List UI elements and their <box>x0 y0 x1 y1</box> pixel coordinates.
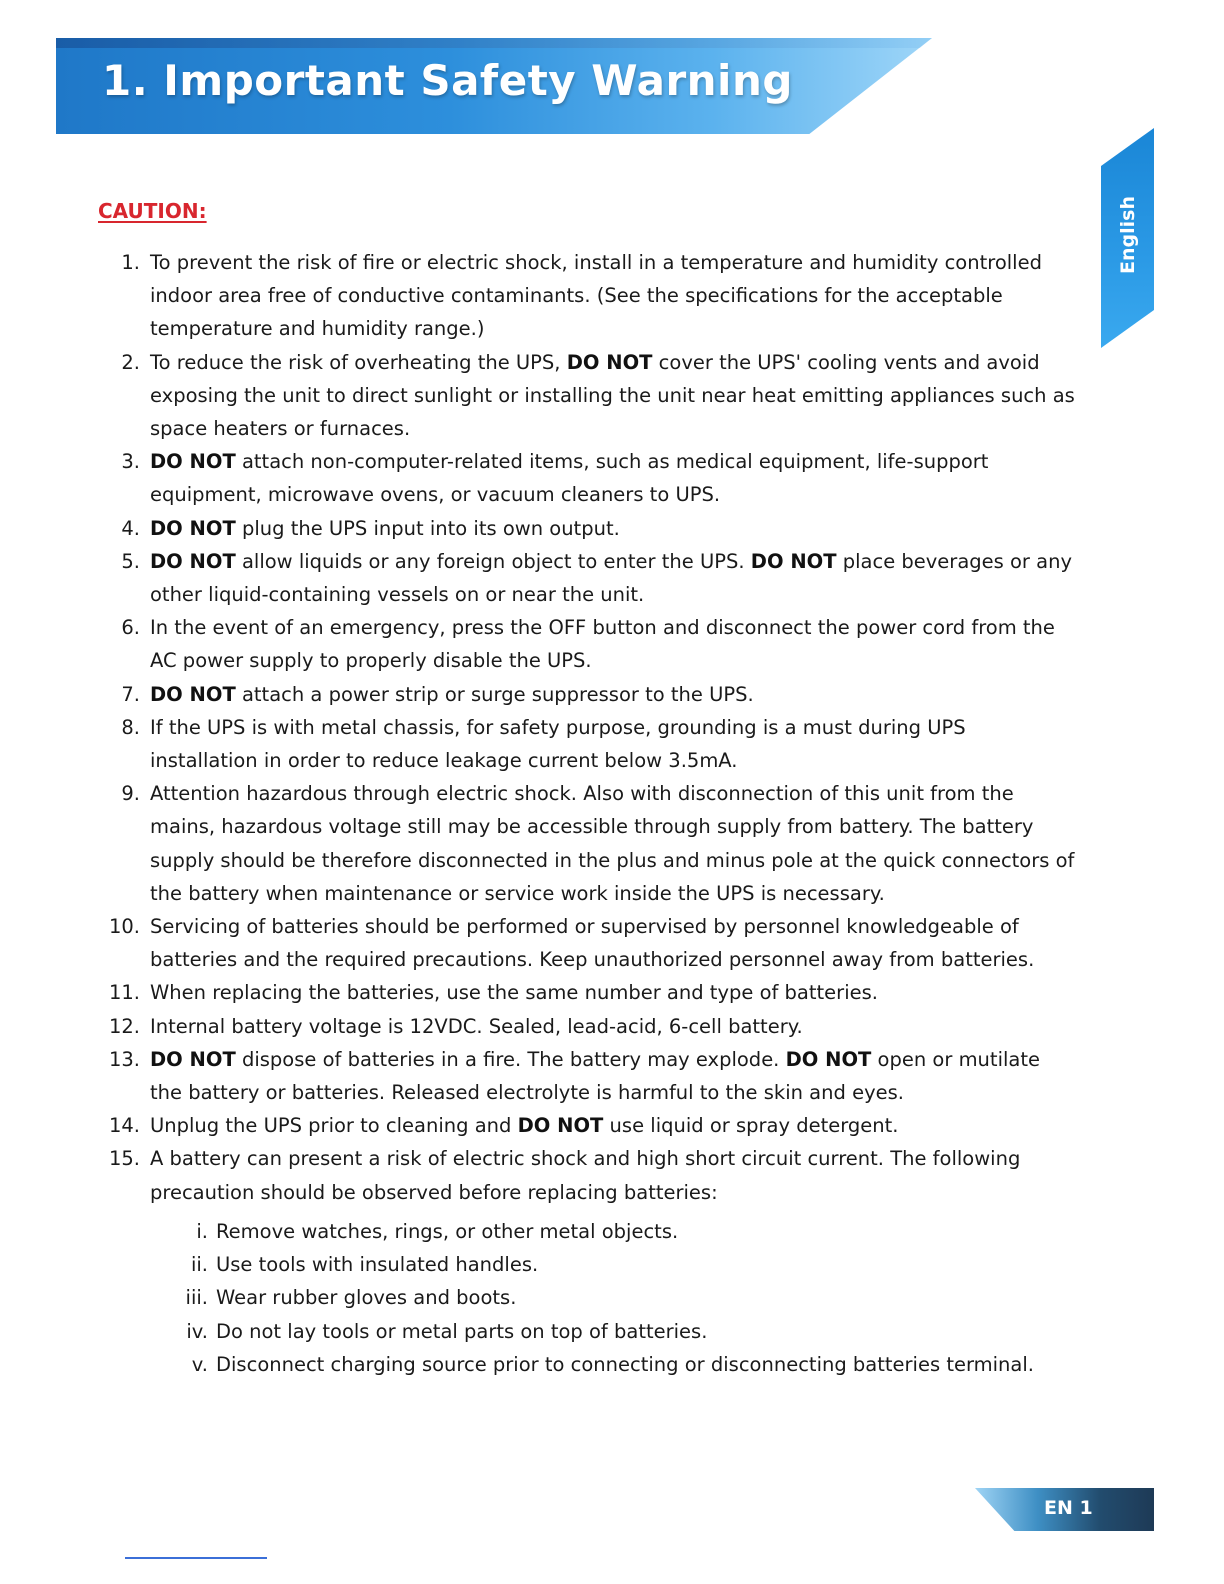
emphasis-do-not: DO NOT <box>517 1114 604 1138</box>
footer-rule <box>125 1557 267 1559</box>
list-item <box>121 445 1075 511</box>
text-segment: Unplug the UPS prior to cleaning and <box>150 1114 518 1138</box>
list-item <box>121 711 1075 777</box>
sublist-item-number: ii. <box>190 1253 208 1277</box>
sublist-item-number: i. <box>196 1219 208 1243</box>
list-item-text <box>150 1147 1020 1203</box>
sublist-item-number: iii. <box>185 1286 208 1310</box>
sublist-item-text: Disconnect charging source prior to connecting or disconnecting batteries terminal. <box>216 1352 1034 1376</box>
sublist-item <box>191 1348 1075 1381</box>
list-item-number: 10. <box>108 915 140 939</box>
text-segment: In the event of an emergency, press the OFF button and disconnect the power cord from the AC power supply to properly disable the UPS. <box>150 616 1055 673</box>
list-item <box>121 512 1075 545</box>
sublist-item-number: iv. <box>186 1319 208 1343</box>
page-title: 1. Important Safety Warning <box>102 56 793 105</box>
text-segment: cover the UPS' cooling vents and avoid exposing the unit to direct sunlight or installing the unit near heat emitting appliances such as space heaters or furnaces. <box>150 350 1075 441</box>
list-item-text <box>150 782 1074 905</box>
emphasis-do-not: DO NOT <box>150 682 236 706</box>
text-segment: A battery can present a risk of electric shock and high short circuit current. The following precaution should be observed before replacing batteries: <box>150 1147 1021 1204</box>
list-item <box>121 678 1075 711</box>
text-segment: attach a power strip or surge suppressor to the UPS. <box>235 682 754 706</box>
list-item-text <box>150 1114 899 1137</box>
sublist-item-text: Do not lay tools or metal parts on top of batteries. <box>216 1319 708 1343</box>
text-segment: allow liquids or any foreign object to enter the UPS. <box>235 549 751 573</box>
text-segment: dispose of batteries in a fire. The battery may explode. <box>235 1047 786 1071</box>
list-item <box>108 1142 1075 1380</box>
list-item-number: 1. <box>121 251 140 274</box>
caution-heading: CAUTION: <box>98 199 207 223</box>
list-item-text <box>150 616 1055 672</box>
text-segment: plug the UPS input into its own output. <box>235 516 620 540</box>
text-segment: When replacing the batteries, use the same number and type of batteries. <box>150 981 878 1005</box>
list-item-number: 14. <box>108 1114 140 1138</box>
language-tab-label: English <box>1116 196 1139 274</box>
list-item <box>121 246 1075 346</box>
text-segment: use liquid or spray detergent. <box>603 1114 899 1138</box>
emphasis-do-not: DO NOT <box>150 1047 236 1071</box>
sublist-item-text: Remove watches, rings, or other metal objects. <box>216 1219 679 1243</box>
text-segment: If the UPS is with metal chassis, for safety purpose, grounding is a must during UPS installation in order to reduce leakage current below 3.5mA. <box>150 715 966 773</box>
list-item-number: 8. <box>121 715 140 739</box>
list-item-number: 15. <box>108 1147 140 1171</box>
list-item <box>108 976 1075 1009</box>
list-item-number: 11. <box>108 981 140 1005</box>
text-segment: To reduce the risk of overheating the UPS, <box>150 350 567 374</box>
language-tab-label-box <box>1101 160 1154 310</box>
list-item-text <box>150 351 1075 440</box>
list-item-text <box>150 981 878 1004</box>
list-item-number: 5. <box>121 549 140 573</box>
sublist-item <box>196 1215 1075 1248</box>
sublist-item <box>185 1281 1075 1314</box>
list-item-text <box>150 915 1034 971</box>
list-item-text <box>150 716 966 772</box>
list-item-number: 3. <box>121 450 140 474</box>
list-item <box>108 1010 1075 1043</box>
list-item <box>121 346 1075 446</box>
list-item-text <box>150 683 754 706</box>
emphasis-do-not: DO NOT <box>750 549 837 573</box>
list-item-text <box>150 1015 803 1038</box>
emphasis-do-not: DO NOT <box>785 1047 872 1071</box>
list-item-text <box>150 251 1042 340</box>
text-segment: place beverages or any other liquid-containing vessels on or near the unit. <box>150 549 1072 607</box>
sublist-item-number: v. <box>191 1352 208 1376</box>
list-item <box>121 545 1075 611</box>
emphasis-do-not: DO NOT <box>150 549 236 573</box>
precaution-sublist <box>150 1215 1075 1381</box>
list-item-number: 7. <box>121 682 140 706</box>
list-item <box>108 1043 1075 1109</box>
list-item-number: 9. <box>121 782 140 806</box>
list-item <box>108 1109 1075 1142</box>
sublist-item-text: Use tools with insulated handles. <box>216 1253 539 1277</box>
sublist-item <box>186 1315 1075 1348</box>
text-segment: Servicing of batteries should be performed or supervised by personnel knowledgeable of batteries and the required precautions. Keep unauthorized personnel away from batteries. <box>150 915 1035 972</box>
emphasis-do-not: DO NOT <box>150 450 236 474</box>
list-item-text <box>150 517 620 540</box>
page-number: EN 1 <box>1044 1497 1093 1519</box>
list-item <box>121 611 1075 677</box>
emphasis-do-not: DO NOT <box>566 350 653 374</box>
header-banner-shine <box>56 38 932 48</box>
text-segment: attach non-computer-related items, such as medical equipment, life-support equipment, microwave ovens, or vacuum cleaners to UPS. <box>150 450 989 507</box>
list-item-number: 4. <box>121 516 140 540</box>
list-item-text <box>150 450 988 506</box>
list-item-number: 2. <box>121 350 140 374</box>
list-item <box>121 777 1075 910</box>
list-item-number: 13. <box>108 1047 140 1071</box>
sublist-item <box>190 1248 1075 1281</box>
text-segment: Attention hazardous through electric shock. Also with disconnection of this unit from the mains, hazardous voltage still may be accessible through supply from battery. The battery supply should be therefore disconnected in the plus and minus pole at the quick connectors of the battery when maintenance or service work inside the UPS is necessary. <box>150 782 1075 905</box>
emphasis-do-not: DO NOT <box>150 516 236 540</box>
safety-warning-list <box>108 246 1075 1381</box>
text-segment: open or mutilate the battery or batteries. Released electrolyte is harmful to the skin and eyes. <box>150 1047 1040 1105</box>
list-item <box>108 910 1075 976</box>
list-item-number: 12. <box>108 1014 140 1038</box>
list-item-text <box>150 550 1072 606</box>
text-segment: Internal battery voltage is 12VDC. Sealed, lead-acid, 6-cell battery. <box>150 1014 803 1038</box>
sublist-item-text: Wear rubber gloves and boots. <box>216 1286 517 1310</box>
text-segment: To prevent the risk of fire or electric shock, install in a temperature and humidity controlled indoor area free of conductive contaminants. (See the specifications for the acceptable temperature and humidity range.) <box>150 251 1042 341</box>
list-item-text <box>150 1048 1040 1104</box>
list-item-number: 6. <box>121 616 140 640</box>
